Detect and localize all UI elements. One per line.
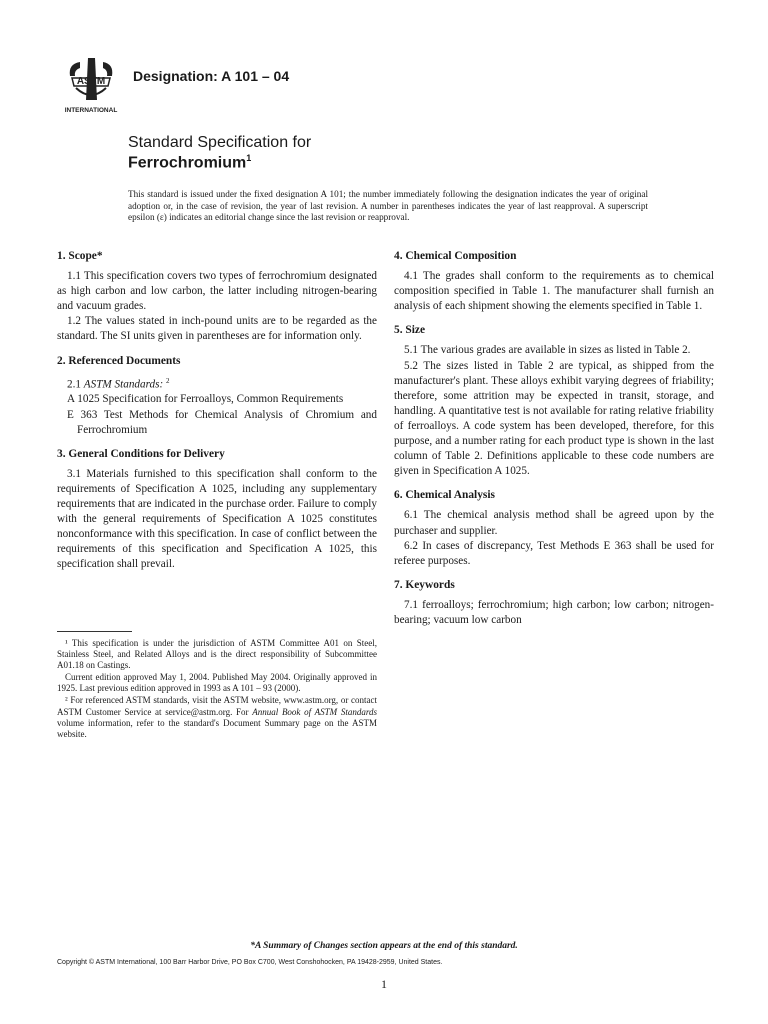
ref-e363: E 363 Test Methods for Chemical Analysis of Chromium and Ferrochromium (67, 408, 377, 436)
section-size (394, 323, 714, 479)
footnote-2-b: volume information, refer to the standard's Document Summary page on the ASTM website. (57, 717, 377, 739)
section-chemical-analysis (394, 488, 714, 568)
footnote-1b: Current edition approved May 1, 2004. Published May 2004. Originally approved in 1925. Last previous edition approved in 1993 as A 101 – 93 (2000). (57, 672, 377, 694)
footnote-2-italic: Annual Book of ASTM Standards (252, 706, 378, 717)
keywords-heading: 7. Keywords (394, 578, 455, 591)
title-line-1: Standard Specification for (128, 134, 312, 151)
footnote-2 (57, 695, 377, 739)
footnote-1: ¹ This specification is under the jurisdiction of ASTM Committee A01 on Steel, Stainless Steel, and Related Alloys and is the direct responsibility of Subcommittee A01.18 on Castings. (57, 638, 377, 671)
footnote-rule (57, 631, 132, 632)
astm-logo (58, 56, 124, 116)
refdocs-2-1-num: 2.1 (67, 378, 81, 391)
size-5-1: 5.1 The various grades are available in sizes as listed in Table 2. (404, 344, 691, 357)
general-heading: 3. General Conditions for Delivery (57, 447, 225, 460)
title-main: Ferrochromium (128, 154, 247, 172)
title-line-2 (128, 153, 251, 172)
copyright: Copyright © ASTM International, 100 Barr Harbor Drive, PO Box C700, West Conshohocken, PA 19428-2959, United States. (57, 959, 443, 966)
analysis-heading: 6. Chemical Analysis (394, 489, 495, 502)
section-chemical-composition (394, 249, 714, 314)
svg-text:INTERNATIONAL: INTERNATIONAL (64, 107, 118, 114)
footnotes (57, 638, 377, 741)
svg-text:ASTM: ASTM (76, 76, 106, 87)
title-footnote-mark: 1 (246, 153, 252, 163)
refdocs-heading: 2. Referenced Documents (57, 354, 181, 367)
chem-4-1: 4.1 The grades shall conform to the requirements as to chemical composition specified in Table 1. The manufacturer shall furnish an analysis of each shipment showing the elements specified in Table 1. (394, 270, 714, 313)
refdocs-2-1-mark: 2 (166, 376, 170, 385)
left-column (57, 249, 377, 582)
ref-a1025: A 1025 Specification for Ferroalloys, Common Requirements (67, 393, 344, 406)
refdocs-2-1 (57, 374, 377, 393)
size-heading: 5. Size (394, 324, 426, 337)
analysis-6-2: 6.2 In cases of discrepancy, Test Methods E 363 shall be used for referee purposes. (394, 539, 714, 567)
size-5-2: 5.2 The sizes listed in Table 2 are typical, as shipped from the manufacturer's plant. These alloys exhibit varying degrees of friability; therefore, some attrition may be expected in transit, storage, and handling. A quantitative test is not available for rating relative friability of ferroalloys. A code system has been developed, therefore, for this purpose, and a number rating for each product type is shown in the last column of Table 2. Definitions applicable to these code numbers are given in Specification A 1025. (394, 359, 714, 478)
designation: Designation: A 101 – 04 (133, 68, 290, 84)
section-scope (57, 249, 377, 345)
keywords-7-1: 7.1 ferroalloys; ferrochromium; high carbon; low carbon; nitrogen-bearing; vacuum low carbon (394, 598, 714, 626)
section-general-conditions (57, 447, 377, 573)
analysis-6-1: 6.1 The chemical analysis method shall be agreed upon by the purchaser and supplier. (394, 509, 714, 537)
footnote-2-a: ² For referenced ASTM standards, visit the ASTM website, www.astm.org, or contact ASTM Customer Service at service@astm.org. For (57, 695, 377, 717)
section-referenced-documents (57, 354, 377, 438)
refdocs-2-1-label: ASTM Standards: (83, 378, 164, 391)
summary-note: *A Summary of Changes section appears at the end of this standard. (250, 941, 518, 951)
page-number: 1 (381, 977, 387, 991)
general-3-1: 3.1 Materials furnished to this specification shall conform to the requirements of Specification A 1025, including any supplementary requirements that are indicated in the purchase order. Failure to comply with the general requirements of Specification A 1025 constitutes nonconformance with this specification. In case of conflict between the requirements of this specification and Specification A 1025, this specification shall prevail. (57, 467, 377, 571)
chem-heading: 4. Chemical Composition (394, 250, 517, 262)
section-keywords (394, 578, 714, 628)
intro-paragraph: This standard is issued under the fixed designation A 101; the number immediately following the designation indicates the year of original adoption or, in the case of revision, the year of last revision. A number in parentheses indicates the year of last reapproval. A superscript epsilon (ε) indicates an editorial change since the last revision or reapproval. (128, 189, 648, 222)
scope-heading: 1. Scope* (57, 250, 103, 262)
scope-1-2: 1.2 The values stated in inch-pound units are to be regarded as the standard. The SI units given in parentheses are for information only. (57, 315, 377, 343)
scope-1-1: 1.1 This specification covers two types of ferrochromium designated as high carbon and low carbon, the latter including nitrogen-bearing and vacuum grades. (57, 270, 377, 313)
right-column (394, 249, 714, 637)
